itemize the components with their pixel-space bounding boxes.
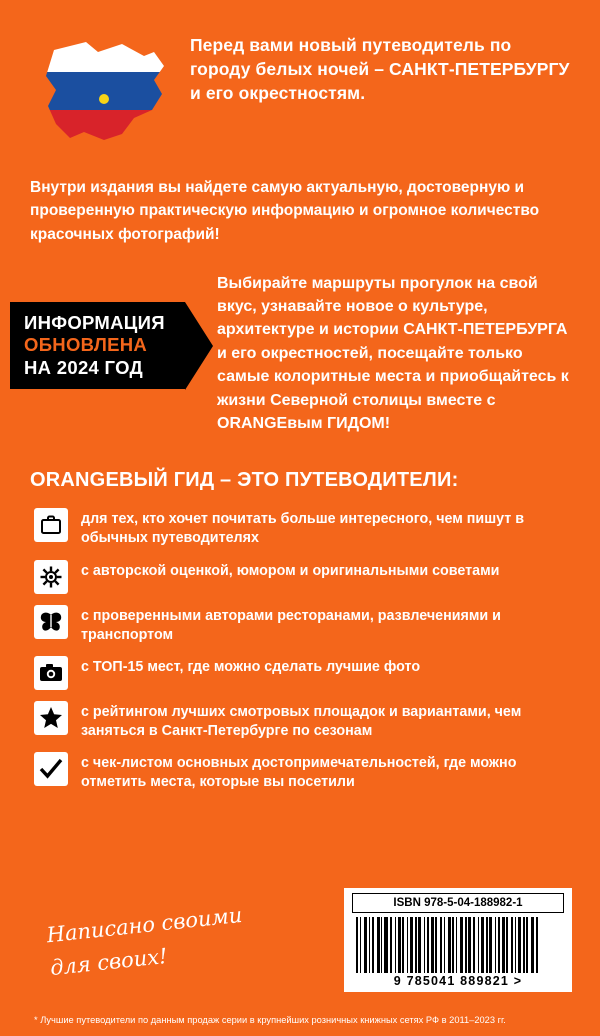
list-item xyxy=(34,752,570,792)
ship-wheel-icon xyxy=(34,560,68,594)
handwritten-note: Написано своими для своих! xyxy=(45,902,244,980)
list-item-label: с проверенными авторами ресторанами, развлечениями и транспортом xyxy=(81,607,501,643)
badge-line-3: НА 2024 ГОД xyxy=(24,356,144,378)
footer-row xyxy=(20,888,580,1004)
badge-line-2: ОБНОВЛЕНА xyxy=(24,334,148,356)
badge-wrapper xyxy=(10,302,205,390)
list-heading: ORANGEВЫЙ ГИД – ЭТО ПУТЕВОДИТЕЛИ: xyxy=(30,469,459,492)
list-item-label: с рейтингом лучших смотровых площадок и вариантами, чем заняться в Санкт-Петербурге по сезонам xyxy=(81,703,522,740)
cover-footer xyxy=(0,888,600,1036)
list-item xyxy=(34,656,570,690)
checkmark-icon xyxy=(34,752,68,786)
barcode-number: 9 785041 889821 > xyxy=(393,973,523,988)
isbn-label: ISBN 978-5-04-188982-1 xyxy=(352,893,564,913)
badge-and-paragraph xyxy=(0,246,600,436)
list-item-label: с чек-листом основных достопримечательностей, где можно отметить места, которые вы посетили xyxy=(81,755,517,791)
star-icon xyxy=(34,701,68,735)
barcode xyxy=(344,888,572,992)
cover-header xyxy=(0,0,600,152)
list-item xyxy=(34,508,570,548)
list-item xyxy=(34,701,570,741)
camera-icon xyxy=(34,656,68,690)
suitcase-icon xyxy=(34,508,68,542)
russia-flag-map-icon xyxy=(26,32,176,152)
footnote: * Лучшие путеводители по данным продаж серии в крупнейших розничных книжных сетях РФ в 2011–2023 гг. xyxy=(34,1014,506,1025)
status-badge xyxy=(10,302,185,390)
butterfly-icon xyxy=(34,605,68,639)
list-item xyxy=(34,605,570,645)
paragraph-2: Внутри издания вы найдете самую актуальную, достоверную и проверенную практическую информацию и огромное количество красочных фотографий! xyxy=(30,179,540,243)
list-item-label: для тех, кто хочет почитать больше интересного, чем пишут в обычных путеводителях xyxy=(81,511,525,547)
list-item-label: с авторской оценкой, юмором и оригинальными советами xyxy=(81,562,500,579)
list-item xyxy=(34,560,570,594)
barcode-bars xyxy=(352,917,564,973)
badge-line-1: ИНФОРМАЦИЯ xyxy=(24,311,165,333)
paragraph-3: Выбирайте маршруты прогулок на свой вкус, узнавайте новое о культуре, архитектуре и истории САНКТ-ПЕТЕРБУРГА и его окрестностей, посещайте только самые колоритные места и приобщайтесь к жизни Северной столицы вместе с ORANGEвым ГИДОМ! xyxy=(217,274,569,432)
feature-list xyxy=(0,492,600,792)
list-item-label: с ТОП-15 мест, где можно сделать лучшие фото xyxy=(81,658,421,675)
intro-text: Перед вами новый путеводитель по городу белых ночей – САНКТ-ПЕТЕРБУРГУ и его окрестностям. xyxy=(190,35,570,103)
